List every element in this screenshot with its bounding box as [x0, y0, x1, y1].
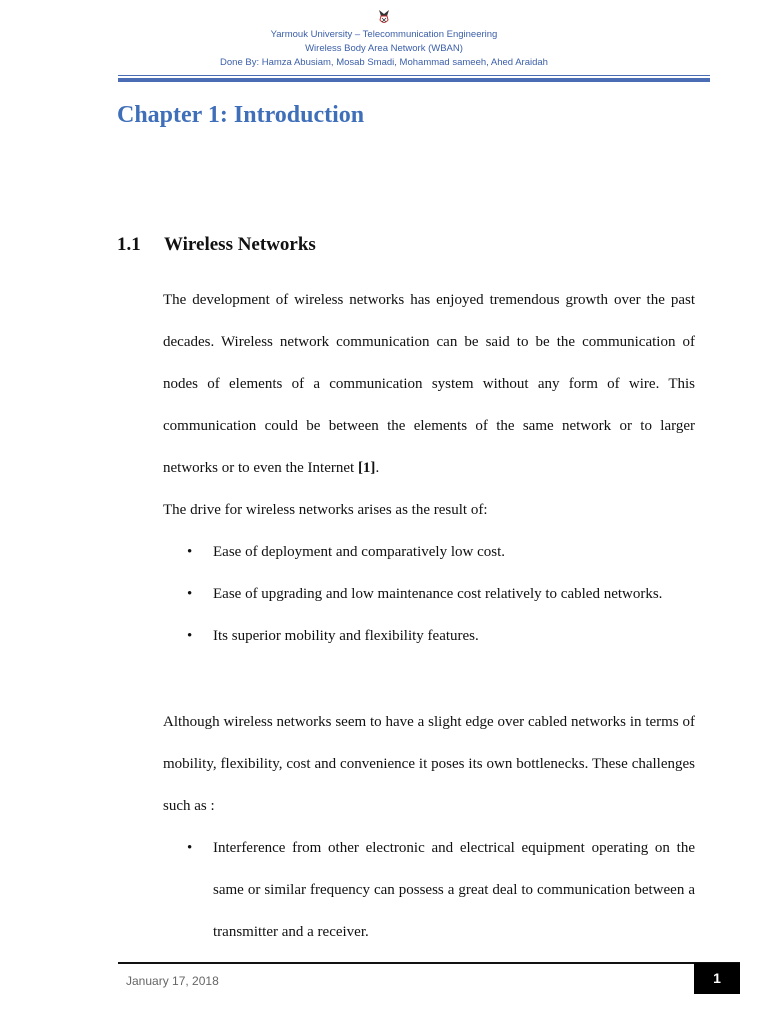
- page-header: [0, 8, 768, 70]
- list-item: [163, 615, 695, 657]
- citation-ref: [1]: [357, 460, 376, 476]
- header-project: Wireless Body Area Network (WBAN): [305, 43, 463, 54]
- section-title: Wireless Networks: [164, 234, 316, 255]
- bullet-icon: •: [187, 628, 193, 644]
- body-block-2: [163, 701, 695, 953]
- page-number: 1: [694, 963, 740, 994]
- list-item-text: Interference from other electronic and electrical equipment operating on the same or similar frequency can possess a great deal to communication between a transmitter and a receiver.: [213, 840, 695, 940]
- list-item: [163, 573, 695, 615]
- paragraph-3: Although wireless networks seem to have a slight edge over cabled networks in terms of mobility, flexibility, cost and convenience it poses its own bottlenecks. These challenges such as :: [163, 714, 695, 814]
- paragraph-1: [163, 279, 695, 489]
- university-logo-icon: [377, 8, 391, 26]
- paragraph-1-text: The development of wireless networks has enjoyed tremendous growth over the past decades. Wireless network communication can be said to be the communication of nodes of elements of a communication system without any form of wire. This communication could be between the elements of the same network or to larger networks or to even the Internet: [163, 292, 695, 476]
- header-university: Yarmouk University – Telecommunication Engineering: [270, 29, 498, 40]
- list-item-text: Its superior mobility and flexibility features.: [213, 628, 479, 644]
- section-heading: [117, 234, 316, 256]
- footer-date: January 17, 2018: [126, 974, 219, 988]
- list-item: [163, 531, 695, 573]
- header-authors: Done By: Hamza Abusiam, Mosab Smadi, Mohammad sameeh, Ahed Araidah: [220, 57, 548, 68]
- footer-divider: [118, 962, 740, 964]
- section-number: 1.1: [117, 234, 141, 255]
- list-item-text: Ease of deployment and comparatively low cost.: [213, 544, 505, 560]
- list-item-text: Ease of upgrading and low maintenance cost relatively to cabled networks.: [213, 586, 663, 602]
- bullet-icon: •: [187, 586, 193, 602]
- bullet-icon: •: [187, 840, 193, 856]
- paragraph-1-end: .: [375, 460, 380, 476]
- bullet-icon: •: [187, 544, 193, 560]
- chapter-title: Chapter 1: Introduction: [117, 102, 365, 128]
- header-divider-thin: [118, 75, 710, 76]
- list-item: [163, 827, 695, 953]
- body-block-1: [163, 279, 695, 657]
- header-divider-thick: [118, 78, 710, 82]
- paragraph-2: The drive for wireless networks arises as the result of:: [163, 502, 488, 518]
